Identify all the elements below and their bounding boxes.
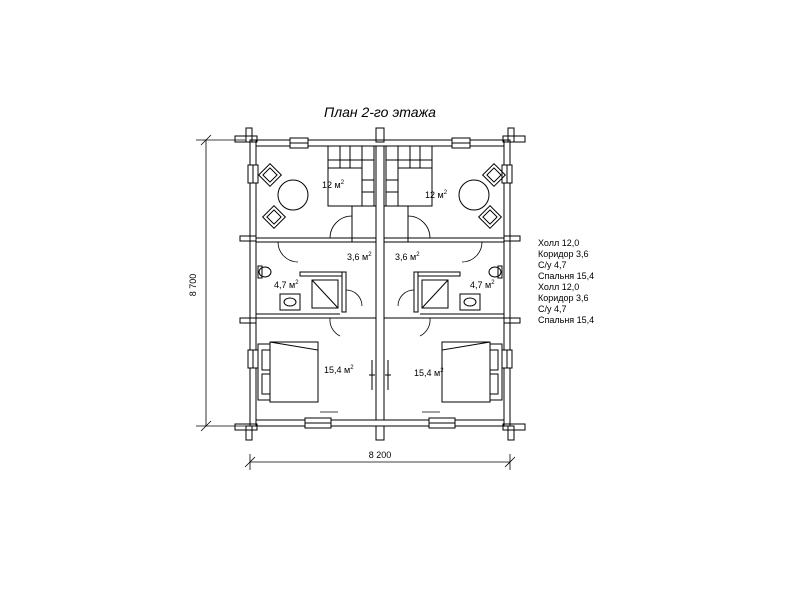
plan-title: План 2-го этажа	[324, 104, 436, 120]
room-label-bathroom-left: 4,7 $м^2$	[274, 280, 299, 290]
stairs-left	[328, 146, 376, 242]
hall-furniture-right	[459, 164, 505, 229]
bedroom-doors	[369, 360, 391, 390]
dimension-vertical	[196, 135, 246, 431]
bed-left	[258, 342, 318, 402]
partitions	[256, 238, 504, 318]
room-label-corridor-left: 3,6 $м^2$	[347, 252, 372, 262]
area-legend	[538, 238, 594, 326]
legend-item: Спальня 15,4	[538, 271, 595, 281]
bed-right	[442, 342, 502, 402]
room-label-bedroom-left: 15,4 $м^2$	[324, 365, 354, 375]
room-label-hall-right: 12 $м^2$	[425, 190, 448, 200]
legend-item: Спальня 15,4	[538, 315, 595, 325]
legend-item: Коридор 3,6	[538, 293, 589, 303]
legend-item: Холл 12,0	[538, 282, 580, 292]
room-label-hall-left: 12 $м^2$	[322, 180, 345, 190]
hall-furniture-left	[259, 164, 308, 229]
legend-item: С/у 4,7	[538, 260, 567, 270]
party-wall	[376, 146, 384, 420]
room-label-corridor-right: 3,6 $м^2$	[395, 252, 420, 262]
room-label-bathroom-right: 4,7 $м^2$	[470, 280, 495, 290]
dimension-height-label: 8 700	[188, 273, 198, 297]
legend-item: Холл 12,0	[538, 238, 580, 248]
legend-item: Коридор 3,6	[538, 249, 589, 259]
legend-item: С/у 4,7	[538, 304, 567, 314]
room-label-bedroom-right: 15,4 $м^2$	[414, 368, 444, 378]
dimension-width-label: 8 200	[368, 450, 392, 460]
